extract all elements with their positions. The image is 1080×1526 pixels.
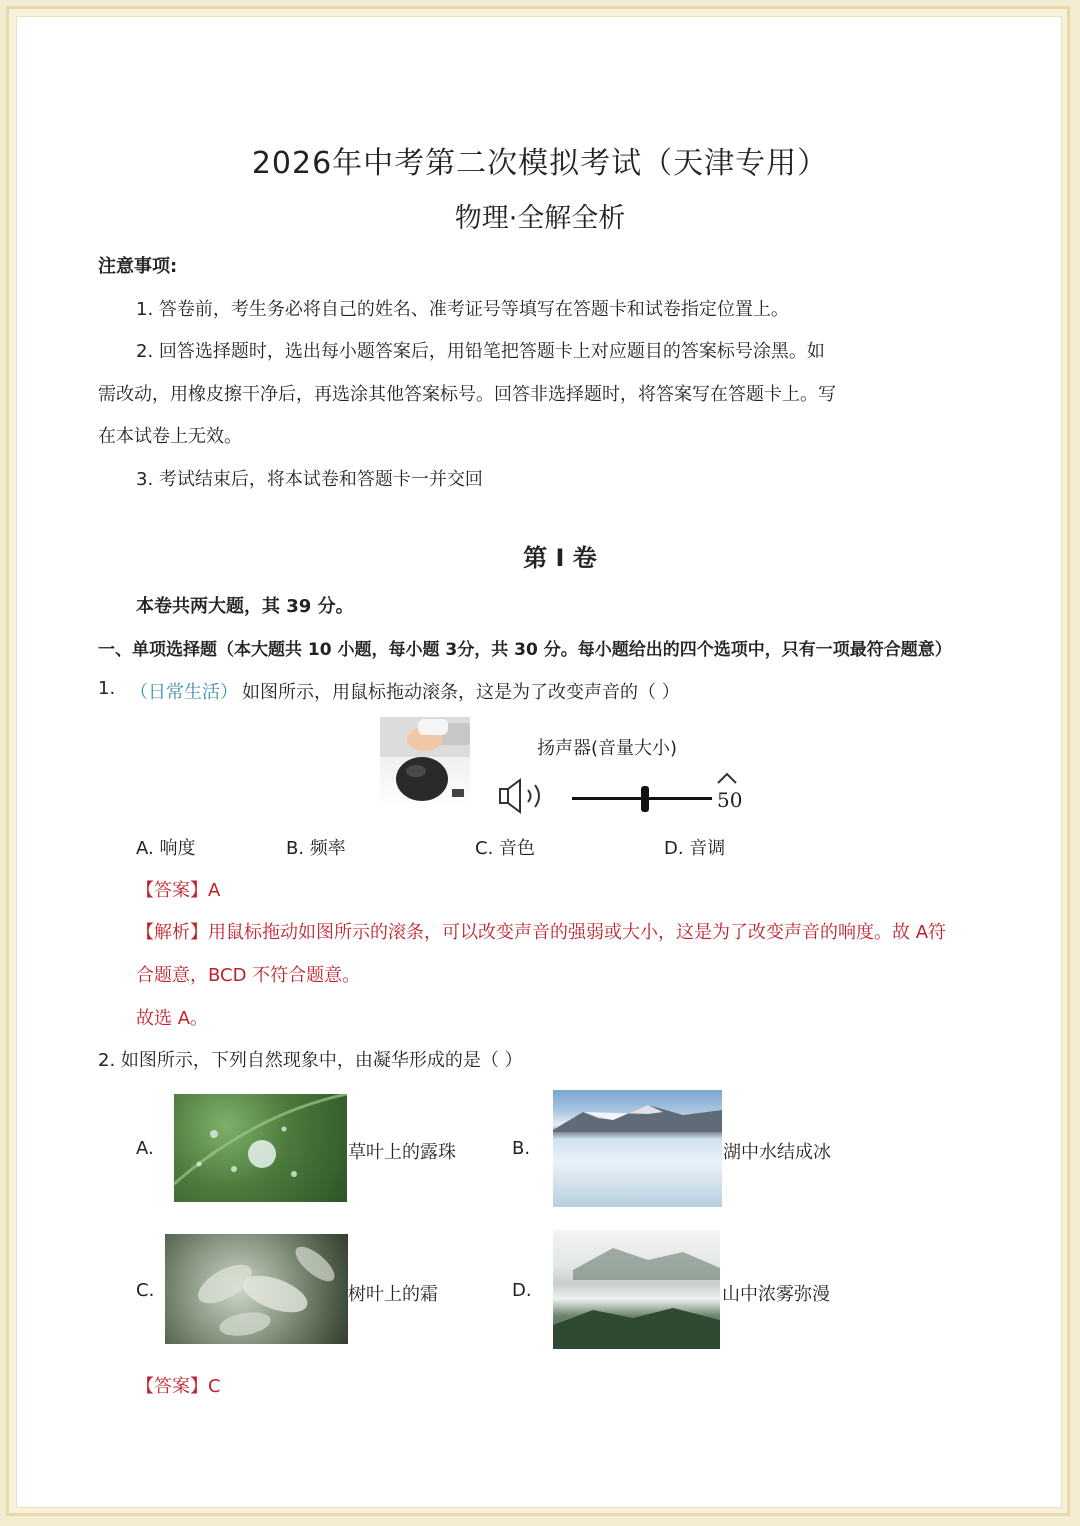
q1-tag: （日常生活） [130, 682, 238, 703]
dew-on-grass-photo [174, 1094, 347, 1202]
notice-item-2-line-2: 需改动，用橡皮擦干净后，再选涂其他答案标号。回答非选择题时，将答案写在答题卡上。写 [98, 384, 836, 405]
notice-item-2-line-3: 在本试卷上无效。 [98, 426, 242, 447]
speaker-icon [498, 778, 554, 814]
part1-heading: 一、单项选择题（本大题共 10 小题，每小题 3分，共 30 分。每小题给出的四个选项中，只有一项最符合题意） [98, 640, 952, 660]
section-title: 第 I 卷 [523, 544, 597, 572]
q2-answer: 【答案】C [136, 1376, 221, 1397]
q1-option-b: B. 频率 [286, 838, 346, 859]
notice-item-1: 1. 答卷前，考生务必将自己的姓名、准考证号等填写在答题卡和试卷指定位置上。 [136, 299, 789, 320]
q1-option-d: D. 音调 [664, 838, 726, 859]
volume-slider-thumb[interactable] [641, 786, 649, 812]
q1-stem: 如图所示，用鼠标拖动滚条，这是为了改变声音的（ ） [242, 682, 680, 703]
q1-conclusion: 故选 A。 [136, 1008, 209, 1029]
frost-on-leaves-photo [165, 1234, 348, 1344]
q2-stem: 2. 如图所示，下列自然现象中，由凝华形成的是（ ） [98, 1050, 523, 1071]
q2-option-a-letter: A. [136, 1138, 154, 1159]
q1-option-a: A. 响度 [136, 838, 196, 859]
notice-heading: 注意事项: [98, 256, 178, 277]
volume-value: 50 [717, 788, 743, 812]
notice-item-3: 3. 考试结束后，将本试卷和答题卡一并交回 [136, 469, 483, 490]
page-subtitle: 物理·全解全析 [454, 203, 626, 234]
volume-figure-label: 扬声器(音量大小) [537, 738, 678, 759]
q2-option-b-text: 湖中水结成冰 [723, 1142, 831, 1163]
q1-answer: 【答案】A [136, 880, 221, 901]
q2-option-c-letter: C. [136, 1280, 155, 1301]
frozen-lake-photo [553, 1090, 722, 1207]
section-summary: 本卷共两大题，其 39 分。 [136, 596, 354, 617]
q2-option-d-letter: D. [512, 1280, 532, 1301]
q2-option-b-letter: B. [512, 1138, 531, 1159]
q1-number: 1. [98, 678, 116, 699]
q1-option-c: C. 音色 [475, 838, 536, 859]
q2-option-c-text: 树叶上的霜 [348, 1284, 438, 1305]
q1-analysis-line-2: 合题意，BCD 不符合题意。 [136, 965, 361, 986]
q2-option-d-text: 山中浓雾弥漫 [722, 1284, 830, 1305]
chevron-up-icon [716, 770, 738, 784]
mountain-fog-photo [553, 1230, 720, 1349]
q2-option-a-text: 草叶上的露珠 [348, 1142, 456, 1163]
mouse-photo [380, 717, 470, 809]
q1-analysis-line-1: 【解析】用鼠标拖动如图所示的滚条，可以改变声音的强弱或大小，这是为了改变声音的响度。故 A符 [136, 922, 947, 943]
page-title: 2026年中考第二次模拟考试（天津专用） [251, 146, 829, 181]
notice-item-2-line-1: 2. 回答选择题时，选出每小题答案后，用铅笔把答题卡上对应题目的答案标号涂黑。如 [136, 341, 825, 362]
